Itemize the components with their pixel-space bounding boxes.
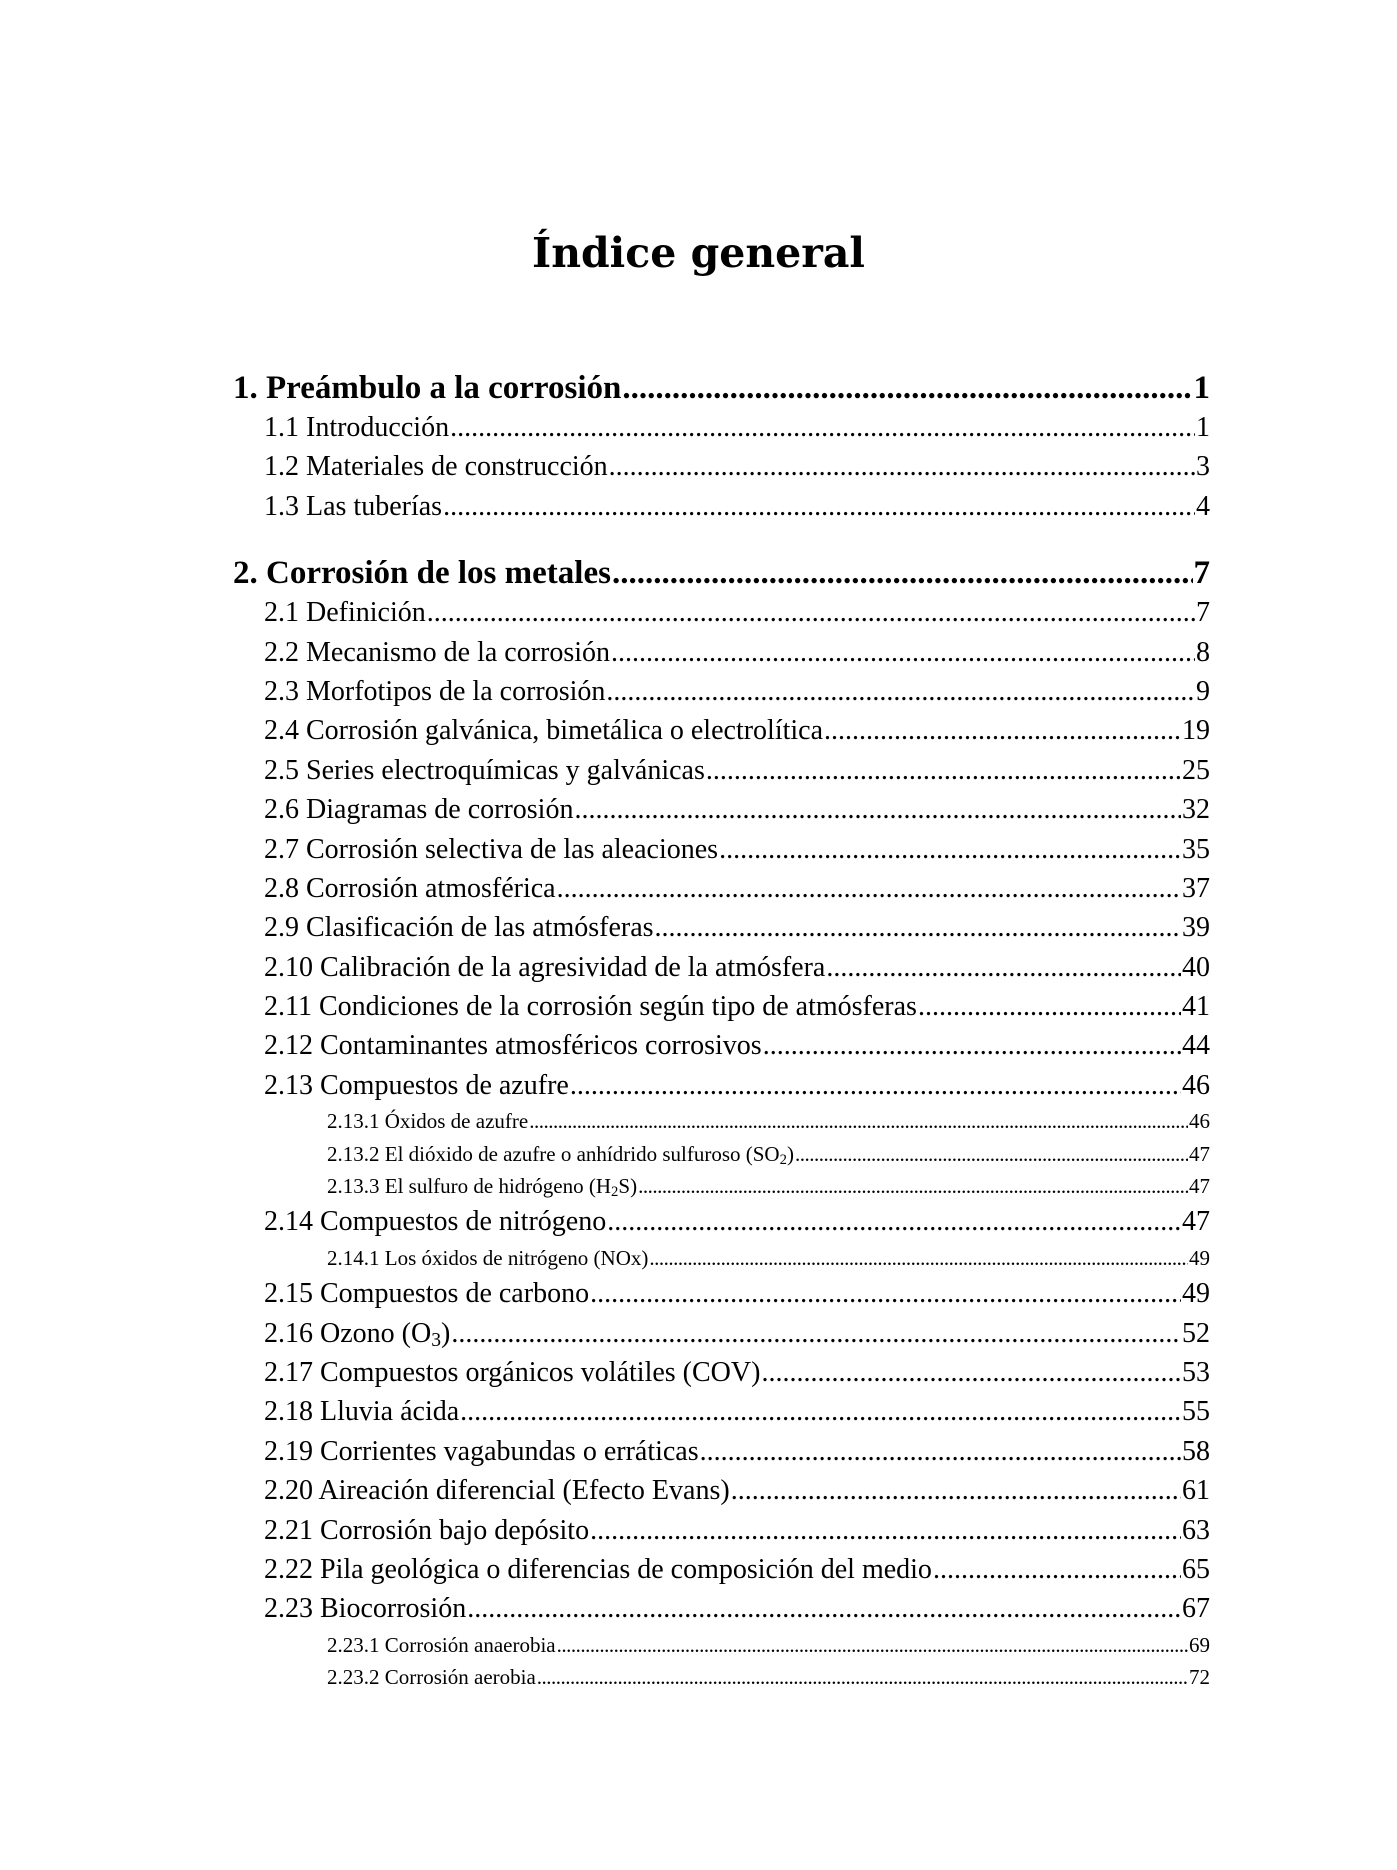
toc-entry-title: [264, 1589, 466, 1628]
toc-entry-title: [264, 447, 608, 486]
toc-entry-title-text: 2.3 Morfotipos de la corrosión: [264, 675, 606, 707]
toc-dot-leader: [609, 447, 1195, 486]
toc-entry-title: [264, 487, 442, 526]
toc-entry-title-text: 2.23.2 Corrosión aerobia: [327, 1665, 536, 1690]
toc-entry-title: [264, 1066, 569, 1105]
toc-dot-leader: [731, 1471, 1181, 1510]
toc-subsection-entry[interactable]: [233, 1105, 1210, 1137]
toc-entry-title: [327, 1629, 556, 1661]
toc-dot-leader: [570, 1066, 1181, 1105]
toc-dot-leader: [655, 908, 1181, 947]
toc-entry-title-text: 2.13 Compuestos de azufre: [264, 1069, 569, 1101]
toc-dot-leader: [590, 1511, 1181, 1550]
toc-section-entry[interactable]: [233, 711, 1210, 750]
toc-dot-leader: [467, 1589, 1181, 1628]
toc-entry-title-text: 2.21 Corrosión bajo depósito: [264, 1514, 590, 1546]
toc-entry-title-suffix: S): [618, 1174, 638, 1199]
toc-dot-leader: [443, 487, 1195, 526]
toc-entry-title-text: 2.7 Corrosión selectiva de las aleaciones: [264, 833, 719, 865]
toc-page-number: 39: [1182, 912, 1210, 944]
toc-page-number: 25: [1182, 754, 1210, 786]
toc-dot-leader: [611, 633, 1195, 672]
toc-subsection-entry[interactable]: [233, 1242, 1210, 1274]
toc-dot-leader: [450, 408, 1195, 447]
toc-page-number: 63: [1182, 1514, 1210, 1546]
toc-dot-leader: [918, 987, 1181, 1026]
toc-entry-subscript: 3: [431, 1329, 441, 1351]
toc-section-entry[interactable]: [233, 751, 1210, 790]
toc-entry-title: [264, 948, 825, 987]
toc-page-number: 47: [1189, 1174, 1210, 1199]
toc-entry-title-text: 1.3 Las tuberías: [264, 490, 443, 522]
toc-section-entry[interactable]: [233, 1026, 1210, 1065]
toc-entry-title-text: 2.13.1 Óxidos de azufre: [327, 1109, 529, 1134]
toc-section-entry[interactable]: [233, 1550, 1210, 1589]
toc-page-number: 69: [1189, 1632, 1210, 1657]
toc-dot-leader: [606, 672, 1195, 711]
toc-page-number: 41: [1182, 991, 1210, 1023]
toc-entry-title: [264, 790, 573, 829]
toc-dot-leader: [700, 1432, 1181, 1471]
toc-section-entry[interactable]: [233, 1589, 1210, 1628]
toc-dot-leader: [607, 1202, 1181, 1241]
toc-entry-title: [264, 1432, 699, 1471]
toc-page-number: 3: [1196, 451, 1210, 483]
toc-entry-title-text: 2.13.2 El dióxido de azufre o anhídrido sulfuroso (SO: [327, 1141, 780, 1166]
toc-page-number: 40: [1182, 951, 1210, 983]
toc-entry-title: [233, 368, 621, 408]
toc-entry-subscript: 2: [611, 1183, 619, 1200]
toc-page-number: 9: [1196, 675, 1210, 707]
toc-entry-title: [327, 1105, 528, 1137]
toc-section-entry[interactable]: [233, 1066, 1210, 1105]
toc-dot-leader: [529, 1105, 1188, 1137]
toc-entry-title: [264, 751, 705, 790]
toc-dot-leader: [824, 711, 1181, 750]
toc-dot-leader: [933, 1550, 1181, 1589]
toc-section-entry[interactable]: [233, 1432, 1210, 1471]
toc-section-entry[interactable]: [233, 830, 1210, 869]
toc-entry-title-text: 2.6 Diagramas de corrosión: [264, 794, 574, 826]
toc-entry-title-text: 2.16 Ozono (O: [264, 1317, 432, 1349]
toc-entry-title: [264, 1511, 589, 1550]
toc-section-entry[interactable]: [233, 1392, 1210, 1431]
toc-dot-leader: [451, 1314, 1181, 1353]
toc-page-number: 19: [1182, 715, 1210, 747]
toc-section-entry[interactable]: [233, 672, 1210, 711]
toc-section-entry[interactable]: [233, 908, 1210, 947]
toc-section-entry[interactable]: [233, 987, 1210, 1026]
toc-page-number: 58: [1182, 1435, 1210, 1467]
toc-section-entry[interactable]: [233, 1353, 1210, 1392]
toc-page-number: 1: [1193, 370, 1210, 406]
toc-entry-title: [264, 593, 426, 632]
toc-entry-title: [264, 633, 610, 672]
toc-page-number: 49: [1189, 1245, 1210, 1270]
toc-entry-title-text: 2.11 Condiciones de la corrosión según tipo de atmósferas: [264, 991, 917, 1023]
toc-page-number: 72: [1189, 1665, 1210, 1690]
toc-entry-title: [233, 553, 611, 593]
toc-page-number: 7: [1193, 555, 1210, 592]
toc-page-number: 37: [1182, 872, 1210, 904]
toc-page-number: 4: [1196, 490, 1210, 522]
toc-entry-title-text: 2.9 Clasificación de las atmósferas: [264, 912, 654, 944]
toc-page-number: 35: [1182, 833, 1210, 865]
toc-entry-title: [264, 1471, 730, 1510]
toc-entry-title-text: 2.2 Mecanismo de la corrosión: [264, 636, 611, 668]
toc-page-number: 47: [1182, 1206, 1210, 1238]
toc-entry-title: [264, 1274, 589, 1313]
toc-page-number: 1: [1196, 412, 1210, 443]
toc-page-number: 8: [1196, 636, 1210, 668]
toc-entry-title: [264, 830, 718, 869]
toc-dot-leader: [638, 1170, 1188, 1202]
toc-entry-title-text: 2.8 Corrosión atmosférica: [264, 872, 556, 904]
toc-section-entry[interactable]: [233, 593, 1210, 632]
toc-entry-title-suffix: ): [786, 1141, 794, 1166]
toc-entry-title: [264, 1392, 459, 1431]
toc-entry-title: [264, 711, 823, 750]
toc-entry-title-text: 2.19 Corrientes vagabundas o erráticas: [264, 1435, 699, 1467]
toc-dot-leader: [649, 1242, 1188, 1274]
toc-entry-title-text: 2.23.1 Corrosión anaerobia: [327, 1632, 556, 1657]
toc-entry-title: [264, 987, 917, 1026]
toc-section-entry[interactable]: [233, 1314, 1210, 1353]
toc-entry-title-text: 2.20 Aireación diferencial (Efecto Evans): [264, 1475, 730, 1507]
toc-dot-leader: [719, 830, 1181, 869]
toc-page-number: 7: [1196, 597, 1210, 629]
toc-entry-title-text: 2.14 Compuestos de nitrógeno: [264, 1206, 607, 1238]
toc-section-entry[interactable]: [233, 1511, 1210, 1550]
toc-entry-subscript: 2: [779, 1151, 787, 1168]
toc-dot-leader: [557, 869, 1181, 908]
toc-entry-title: [264, 1202, 606, 1241]
toc-entry-title-suffix: ): [441, 1317, 451, 1349]
toc-section-entry[interactable]: [233, 948, 1210, 987]
toc-dot-leader: [574, 790, 1181, 829]
toc-entry-title-text: 2.22 Pila geológica o diferencias de composición del medio: [264, 1553, 932, 1585]
toc-entry-title: [264, 1353, 760, 1392]
toc-subsection-entry[interactable]: [233, 1170, 1210, 1202]
toc-page-number: 52: [1182, 1317, 1210, 1349]
toc-entry-title: [327, 1138, 794, 1170]
toc-page-number: 32: [1182, 794, 1210, 826]
toc-section-entry[interactable]: [233, 1274, 1210, 1313]
toc-section-entry[interactable]: [233, 487, 1210, 526]
toc-section-entry[interactable]: [233, 408, 1210, 447]
toc-entry-title-text: 2.18 Lluvia ácida: [264, 1396, 460, 1428]
toc-entry-title-text: 2.4 Corrosión galvánica, bimetálica o electrolítica: [264, 715, 824, 747]
toc-page-number: 55: [1182, 1396, 1210, 1428]
toc-section-entry[interactable]: [233, 633, 1210, 672]
toc-entry-title-text: 1. Preámbulo a la corrosión: [233, 370, 622, 406]
toc-page-number: 46: [1182, 1069, 1210, 1101]
toc-page-number: 47: [1189, 1141, 1210, 1166]
toc-section-entry[interactable]: [233, 790, 1210, 829]
toc-chapter-entry[interactable]: [233, 553, 1210, 593]
toc-page-number: 46: [1189, 1109, 1210, 1134]
toc-section-entry[interactable]: [233, 1471, 1210, 1510]
toc-dot-leader: [557, 1629, 1188, 1661]
toc-entry-title: [327, 1661, 536, 1693]
toc-entry-title-text: 2. Corrosión de los metales: [233, 555, 611, 592]
toc-section-entry[interactable]: [233, 869, 1210, 908]
toc-subsection-entry[interactable]: [233, 1629, 1210, 1661]
toc-entry-title-text: 2.10 Calibración de la agresividad de la atmósfera: [264, 951, 826, 983]
table-of-contents: [233, 360, 1210, 1694]
toc-entry-title-text: 2.23 Biocorrosión: [264, 1593, 467, 1625]
toc-dot-leader: [763, 1026, 1181, 1065]
page-title: Índice general: [532, 229, 865, 277]
toc-dot-leader: [460, 1392, 1181, 1431]
toc-page-number: 61: [1182, 1475, 1210, 1507]
toc-subsection-entry[interactable]: [233, 1661, 1210, 1693]
toc-entry-title-text: 2.17 Compuestos orgánicos volátiles (COV): [264, 1356, 761, 1388]
toc-page-number: 44: [1182, 1030, 1210, 1062]
toc-entry-title-text: 1.2 Materiales de construcción: [264, 451, 608, 483]
toc-entry-title-text: 1.1 Introducción: [264, 412, 450, 443]
toc-entry-title: [264, 1026, 762, 1065]
toc-entry-title-text: 2.14.1 Los óxidos de nitrógeno (NOx): [327, 1245, 649, 1270]
toc-dot-leader: [826, 948, 1181, 987]
toc-dot-leader: [706, 751, 1181, 790]
toc-entry-title-text: 2.12 Contaminantes atmosféricos corrosivos: [264, 1030, 762, 1062]
toc-entry-title: [264, 408, 449, 447]
toc-dot-leader: [761, 1353, 1181, 1392]
toc-entry-title: [327, 1242, 648, 1274]
toc-entry-title: [264, 672, 605, 711]
toc-entry-title: [264, 1550, 932, 1589]
toc-section-entry[interactable]: [233, 1202, 1210, 1241]
toc-dot-leader: [427, 593, 1195, 632]
toc-entry-title: [264, 869, 556, 908]
toc-page-number: 65: [1182, 1553, 1210, 1585]
toc-page-number: 67: [1182, 1593, 1210, 1625]
toc-dot-leader: [612, 553, 1193, 593]
toc-entry-title-text: 2.15 Compuestos de carbono: [264, 1278, 590, 1310]
toc-page-number: 49: [1182, 1278, 1210, 1310]
toc-page-number: 53: [1182, 1356, 1210, 1388]
toc-dot-leader: [590, 1274, 1181, 1313]
toc-entry-title: [264, 1314, 450, 1353]
toc-entry-title: [327, 1170, 637, 1202]
toc-dot-leader: [795, 1138, 1188, 1170]
toc-entry-title-text: 2.1 Definición: [264, 597, 426, 629]
toc-entry-title: [264, 908, 654, 947]
toc-section-entry[interactable]: [233, 447, 1210, 486]
toc-entry-title-text: 2.13.3 El sulfuro de hidrógeno (H: [327, 1174, 612, 1199]
toc-subsection-entry[interactable]: [233, 1138, 1210, 1170]
toc-chapter-entry[interactable]: [233, 368, 1210, 408]
toc-entry-title-text: 2.5 Series electroquímicas y galvánicas: [264, 754, 705, 786]
toc-dot-leader: [537, 1661, 1188, 1693]
toc-dot-leader: [622, 368, 1192, 408]
